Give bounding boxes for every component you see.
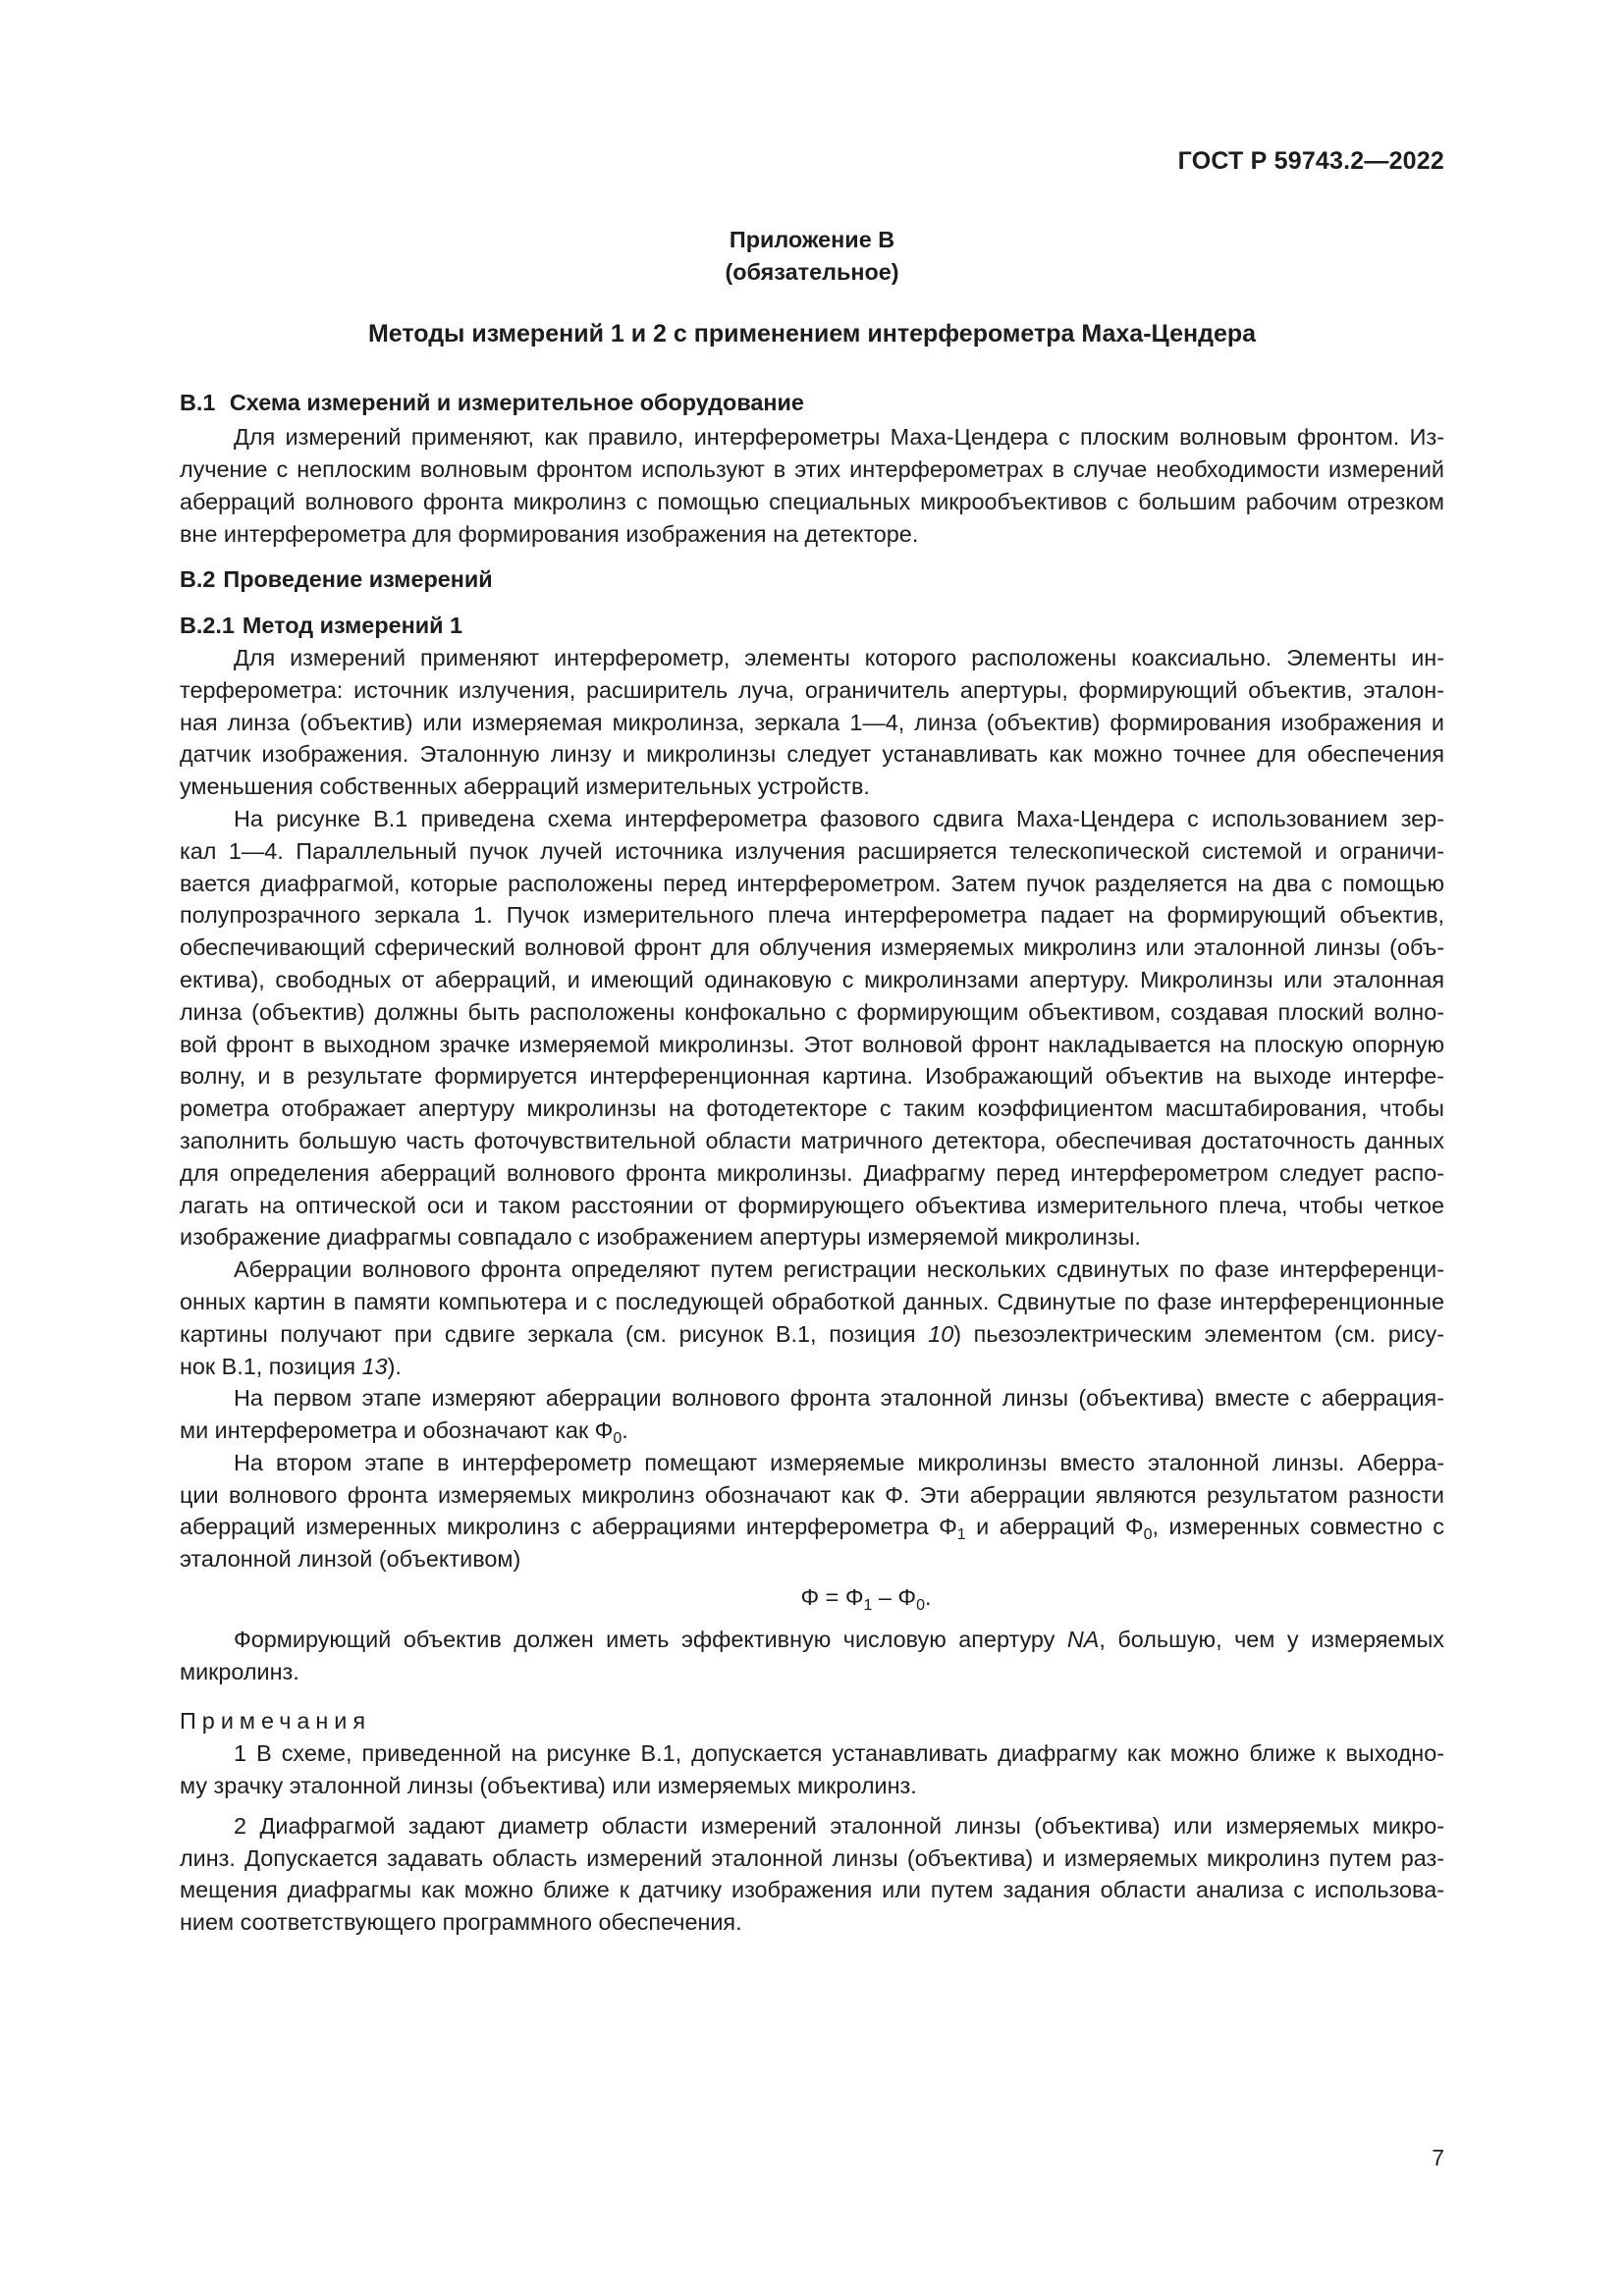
text-run: На рисунке В.1 приведена схема интерферометра фазового сдвига Маха-Цендера с использованием зер- — [234, 805, 1444, 831]
text-run: рометра отображает апертуру микролинзы на фотодетекторе с таким коэффициентом масштабирования, чтобы — [180, 1095, 1444, 1122]
paragraph-first-stage — [180, 1382, 1444, 1447]
text-run: Для измерений применяют, как правило, интерферометры Маха-Цендера с плоским волновым фронтом. Из- — [234, 424, 1444, 451]
text-run: ции волнового фронта измеряемых микролинз обозначают как Φ. Эти аберрации являются результатом разности — [180, 1481, 1444, 1508]
text-run: терферометра: источник излучения, расширитель луча, ограничитель апертуры, формирующий объектив, эталон- — [180, 676, 1444, 703]
text-run: нок В.1, позиция — [180, 1353, 362, 1379]
text-line — [180, 1656, 1444, 1688]
text-run: ). — [387, 1353, 402, 1379]
text-run: . — [622, 1417, 628, 1444]
text-line — [180, 868, 1444, 900]
text-run: уменьшения собственных аберраций измерительных устройств. — [180, 774, 870, 800]
text-line — [180, 1624, 1444, 1656]
text-run: Для измерений применяют интерферометр, элементы которого расположены коаксиально. Элементы ин- — [234, 644, 1444, 670]
text-line — [180, 1254, 1444, 1286]
paragraph-second-stage — [180, 1447, 1444, 1575]
text-run: волну, и в результате формируется интерференционная картина. Изображающий объектив на выходе интерфе- — [180, 1063, 1444, 1090]
text-run: и аберраций Φ — [965, 1514, 1144, 1540]
text-line — [180, 421, 1444, 454]
paragraph-aberrations — [180, 1254, 1444, 1382]
text-run: 1 В схеме, приведенной на рисунке В.1, допускается устанавливать диафрагму как можно ближе к выходно- — [234, 1740, 1444, 1767]
text-run: му зрачку эталонной линзы (объектива) или измеряемых микролинз. — [180, 1773, 917, 1799]
text-run: изображение диафрагмы совпадало с изображением апертуры измеряемой микролинзы. — [180, 1224, 1141, 1251]
text-run: NA — [1066, 1626, 1100, 1652]
text-line — [180, 835, 1444, 868]
text-run: датчик изображения. Эталонную линзу и микролинзы следует устанавливать как можно точнее для обеспечения — [180, 741, 1444, 768]
text-run: линза (объектив) должны быть расположены конфокально с формирующим объективом, создавая плоский волно- — [180, 998, 1444, 1025]
text-line — [180, 1351, 1444, 1383]
text-run: лагать на оптической оси и таком расстоянии от формирующего объектива измерительного плеча, чтобы четкое — [180, 1192, 1444, 1218]
text-run: для определения аберраций волнового фронта микролинзы. Диафрагму перед интерферометром следует распо- — [180, 1159, 1444, 1186]
text-line — [180, 454, 1444, 486]
text-run: 13 — [361, 1353, 388, 1379]
formula — [180, 1581, 1444, 1614]
text-line — [180, 674, 1444, 707]
text-line — [180, 1382, 1444, 1415]
text-line — [180, 932, 1444, 964]
text-run: нием соответствующего программного обеспечения. — [180, 1909, 742, 1936]
text-run: Φ = Φ — [800, 1584, 864, 1611]
paragraph-b1 — [180, 421, 1444, 550]
text-line — [180, 1770, 1444, 1802]
text-run: обеспечивающий сферический волновой фронт для облучения измеряемых микролинз или эталонной линзы (объ- — [180, 934, 1444, 961]
text-run: лучение с неплоским волновым фронтом используют в этих интерферометрах в случае необходимости измерений — [180, 455, 1444, 482]
text-run: 2 Диафрагмой задают диаметр области измерений эталонной линзы (объектива) или измеряемых микро- — [234, 1812, 1444, 1839]
notes-title: Примечания — [180, 1708, 372, 1735]
text-line — [180, 1093, 1444, 1125]
paragraph-numerical-aperture — [180, 1624, 1444, 1688]
text-run: полупрозрачного зеркала 1. Пучок измерительного плеча интерферометра падает на формирующий объектив, — [180, 902, 1444, 929]
text-line — [180, 899, 1444, 932]
section-number: В.2.1 — [180, 613, 235, 639]
text-run: линз. Допускается задавать область измерений эталонной линзы (объектива) и измеряемых микролинз путем раз- — [180, 1844, 1444, 1871]
text-line — [180, 1318, 1444, 1351]
text-run: эталонной линзой (объективом) — [180, 1546, 521, 1573]
annex-title: Приложение В — [729, 227, 895, 252]
text-run: На втором этапе в интерферометр помещают измеряемые микролинзы вместо эталонной линзы. Аберра- — [234, 1449, 1444, 1475]
paragraph-method1-intro — [180, 642, 1444, 803]
text-run: Аберрации волнового фронта определяют путем регистрации нескольких сдвинутых по фазе интерференци- — [234, 1256, 1444, 1283]
text-run: вне интерферометра для формирования изображения на детекторе. — [180, 520, 919, 547]
text-line — [180, 642, 1444, 674]
section-heading-b1 — [180, 387, 1444, 419]
text-line — [180, 1060, 1444, 1093]
note-2 — [180, 1810, 1444, 1939]
text-line — [180, 1874, 1444, 1906]
note-1 — [180, 1737, 1444, 1802]
text-line — [180, 1415, 1444, 1447]
page-content — [180, 224, 1444, 1939]
text-run: онных картин в памяти компьютера и с последующей обработкой данных. Сдвинутые по фазе интерференционные — [180, 1288, 1444, 1314]
text-run: мещения диафрагмы как можно ближе к датчику изображения или путем задания области анализа с использова- — [180, 1877, 1444, 1903]
text-line — [180, 964, 1444, 996]
text-run: ектива), свободных от аберраций, и имеющий одинаковую с микролинзами апертуру. Микролинзы или эталонная — [180, 966, 1444, 992]
text-line — [180, 1511, 1444, 1543]
text-line — [180, 1125, 1444, 1157]
text-run: вой фронт в выходном зрачке измеряемой микролинзы. Этот волновой фронт накладывается на плоскую опорную — [180, 1031, 1444, 1057]
text-line — [180, 1737, 1444, 1770]
text-line — [180, 486, 1444, 518]
text-line — [180, 771, 1444, 803]
text-run: Формирующий объектив должен иметь эффективную числовую апертуру — [234, 1626, 1067, 1652]
subscript: 0 — [1143, 1526, 1153, 1544]
section-heading-b21 — [180, 610, 1444, 642]
text-run: На первом этапе измеряют аберрации волнового фронта эталонной линзы (объектива) вместе с аберрация- — [234, 1385, 1444, 1412]
subscript: 0 — [613, 1430, 623, 1448]
text-line — [180, 738, 1444, 771]
subscript: 1 — [956, 1526, 966, 1544]
text-run: микролинз. — [180, 1658, 299, 1684]
text-line — [180, 996, 1444, 1029]
text-line — [180, 518, 1444, 551]
text-run: кал 1—4. Параллельный пучок лучей источника излучения расширяется телескопической системой и ограничи- — [180, 837, 1444, 864]
text-run: , измеренных совместно с — [1152, 1514, 1444, 1540]
text-line — [180, 1221, 1444, 1254]
paragraph-figure-description — [180, 803, 1444, 1254]
text-run: аберраций волнового фронта микролинз с помощью специальных микрообъективов с большим рабочим отрезком — [180, 488, 1444, 514]
text-run: аберраций измеренных микролинз с аберрациями интерферометра Φ — [180, 1514, 957, 1540]
section-number: В.2 — [180, 566, 216, 593]
section-number: В.1 — [180, 390, 216, 416]
annex-status: (обязательное) — [725, 258, 899, 285]
section-title: Метод измерений 1 — [242, 613, 463, 639]
main-title: Методы измерений 1 и 2 с применением интерферометра Маха-Цендера — [367, 319, 1257, 347]
text-line — [180, 1842, 1444, 1875]
text-run: вается диафрагмой, которые расположены перед интерферометром. Затем пучок разделяется на два с помощью — [180, 870, 1444, 896]
text-run: – Φ — [872, 1584, 917, 1611]
subscript: 1 — [863, 1597, 873, 1615]
text-line — [180, 1543, 1444, 1575]
text-run: заполнить большую часть фоточувствительной области матричного детектора, обеспечивая достаточность данных — [180, 1127, 1444, 1153]
text-run: ная линза (объектив) или измеряемая микролинза, зеркала 1—4, линза (объектив) формирования изображения и — [180, 709, 1444, 735]
text-run: картины получают при сдвиге зеркала (см. рисунок В.1, позиция — [180, 1320, 929, 1347]
text-run: 10 — [928, 1320, 954, 1347]
text-line — [180, 1286, 1444, 1318]
text-run: ) пьезоэлектрическим элементом (см. рису- — [953, 1320, 1445, 1347]
text-line — [180, 1029, 1444, 1061]
text-line — [180, 1810, 1444, 1842]
section-title: Проведение измерений — [223, 566, 493, 593]
document-code: ГОСТ Р 59743.2—2022 — [1177, 147, 1444, 175]
section-title: Схема измерений и измерительное оборудование — [229, 390, 804, 416]
text-line — [180, 1190, 1444, 1222]
page-number: 7 — [1432, 2145, 1444, 2170]
text-run: ми интерферометра и обозначают как Φ — [180, 1417, 614, 1444]
text-run: . — [924, 1584, 932, 1611]
text-line — [180, 707, 1444, 739]
text-line — [180, 1157, 1444, 1190]
text-run: , большую, чем у измеряемых — [1099, 1626, 1444, 1652]
section-heading-b2 — [180, 563, 1444, 596]
text-line — [180, 1479, 1444, 1512]
text-line — [180, 1906, 1444, 1939]
subscript: 0 — [916, 1597, 925, 1615]
text-line — [180, 803, 1444, 835]
text-line — [180, 1447, 1444, 1479]
